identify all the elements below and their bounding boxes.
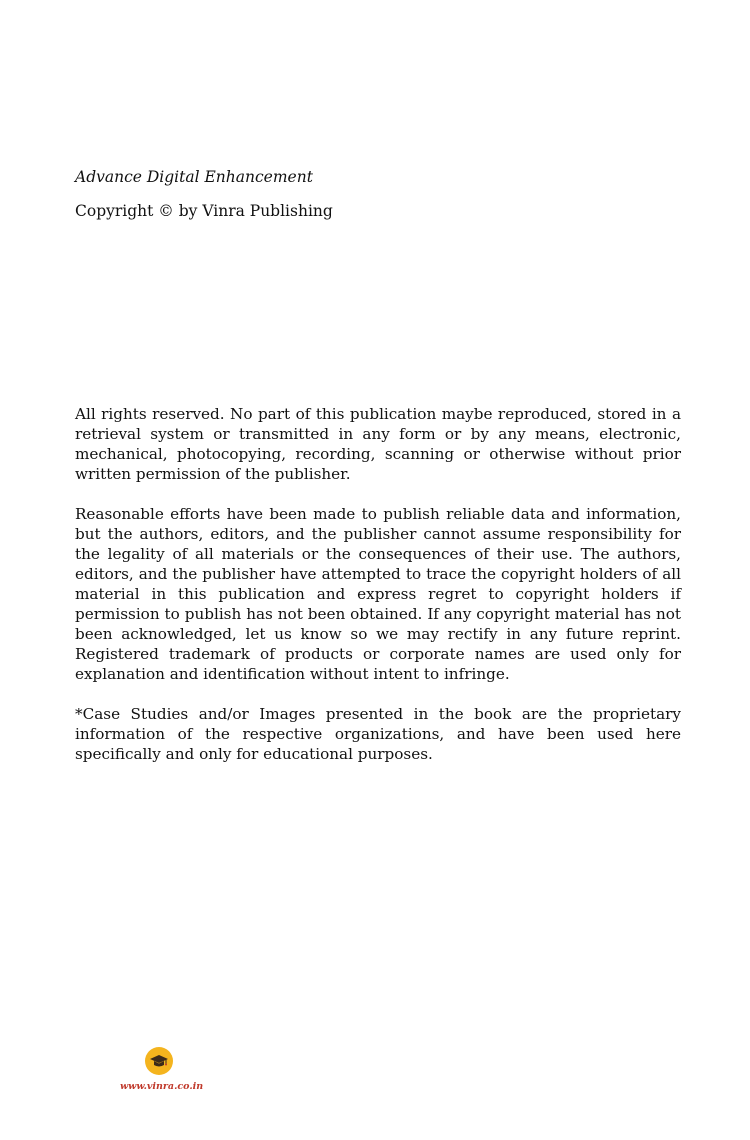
rights-reserved-paragraph: All rights reserved. No part of this publication maybe reproduced, stored in a retrieval system or transmitted in any form or by any means, electronic, mechanical, photocopying, recording, scanning or otherwise without prior written permission of the publisher. <box>75 405 681 483</box>
legal-notice <box>75 404 681 784</box>
graduation-cap-icon <box>145 1047 173 1075</box>
disclaimer-paragraph: Reasonable efforts have been made to publish reliable data and information, but the authors, editors, and the publisher cannot assume responsibility for the legality of all materials or the consequences of their use. The authors, editors, and the publisher have attempted to trace the copyright holders of all material in this publication and express regret to copyright holders if permission to publish has not been obtained. If any copyright material has not been acknowledged, let us know so we may rectify in any future reprint. Registered trademark of products or corporate names are used only for explanation and identification without intent to infringe. <box>75 505 681 683</box>
book-title: Advance Digital Enhancement <box>75 168 313 186</box>
case-studies-paragraph: *Case Studies and/or Images presented in the book are the proprietary information of the respective organizations, and have been used here specifically and only for educational purposes. <box>75 705 681 763</box>
copyright-line: Copyright © by Vinra Publishing <box>75 202 333 220</box>
publisher-logo <box>118 1046 204 1096</box>
publisher-url: www.vinra.co.in <box>120 1081 204 1092</box>
